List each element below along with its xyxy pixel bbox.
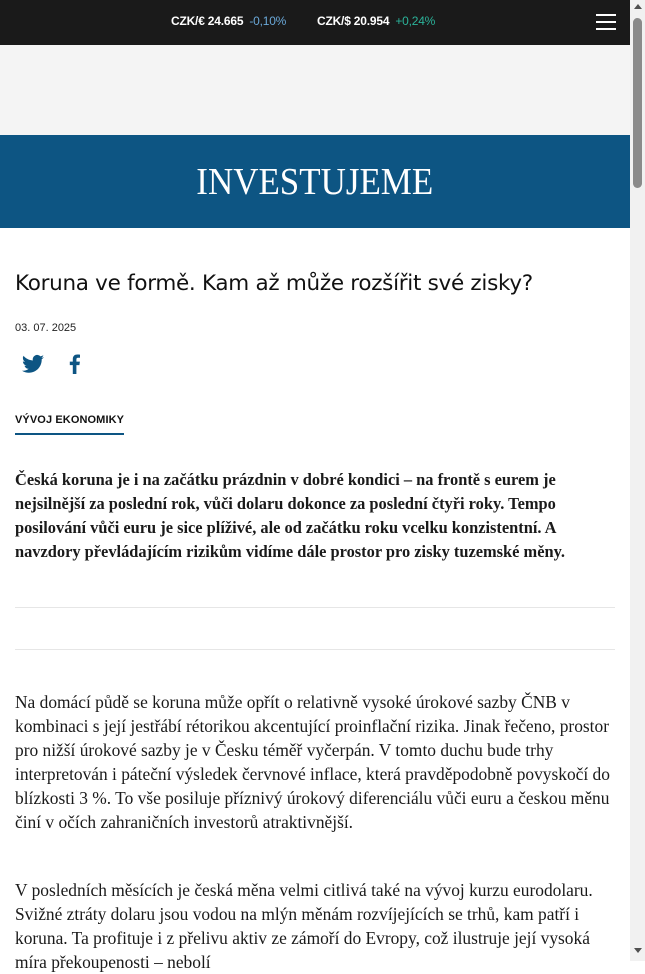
ticker-pair: CZK/$ 20.954 — [317, 14, 390, 28]
divider — [15, 607, 615, 608]
facebook-icon[interactable] — [63, 352, 87, 376]
investujeme-logo[interactable]: INVESTUJEME — [196, 160, 434, 203]
hamburger-menu-icon[interactable] — [596, 13, 618, 31]
scroll-up-arrow-icon[interactable] — [634, 4, 642, 9]
article-paragraph: Na domácí půdě se koruna může opřít o relativně vysoké úrokové sazby ČNB v kombinaci s její jestřábí rétorikou akcentující proinflační rizika. Jinak řečeno, prostor pro nižší úrokové sazby je v Česku téměř vyčerpán. V tomto duchu bude trhy interpretován i páteční výsledek červnové inflace, která pravděpodobně povyskočí do blízkosti 3 %. To vše posiluje příznivý úrokový diferenciálu vůči euru a českou měnu činí v očích zahraničních investorů atraktivnější. — [15, 692, 610, 832]
article-lead: Česká koruna je i na začátku prázdnin v dobré kondici – na frontě s eurem je nejsilnější za poslední rok, vůči dolaru dokonce za poslední čtyři roky. Tempo posilování vůči euru je sice plíživé, ale od začátku roku vcelku konzistentní. A navzdory převládajícím rizikům vidíme dále prostor pro zisky tuzemské měny. — [15, 470, 565, 561]
ticker-change: +0,24% — [395, 14, 436, 28]
share-buttons — [21, 352, 87, 376]
article-date: 03. 07. 2025 — [15, 322, 77, 334]
ticker-change: -0,10% — [249, 14, 287, 28]
ad-banner-placeholder — [0, 45, 630, 135]
category-tag[interactable]: VÝVOJ EKONOMIKY — [15, 414, 124, 435]
ticker-item-usd[interactable] — [317, 14, 435, 28]
divider — [15, 649, 615, 650]
twitter-icon[interactable] — [21, 352, 45, 376]
article-title: Koruna ve formě. Kam až může rozšířit své zisky? — [15, 271, 533, 296]
ticker-pair: CZK/€ 24.665 — [171, 14, 244, 28]
scroll-down-arrow-icon[interactable] — [634, 948, 642, 953]
article-paragraph: V posledních měsících je česká měna velmi citlivá také na vývoj kurzu eurodolaru. Svižné ztráty dolaru jsou vodou na mlýn měnám rozvíjejících se trhů, kam patří i koruna. Ta profituje i z přelivu aktiv ze zámoří do Evropy, což ilustruje její vysoká míra překoupenosti – nebolí — [15, 880, 593, 972]
brand-header — [0, 135, 630, 228]
currency-ticker-bar — [0, 0, 630, 45]
scrollbar-thumb[interactable] — [633, 18, 642, 188]
ticker-item-eur[interactable] — [171, 14, 286, 28]
